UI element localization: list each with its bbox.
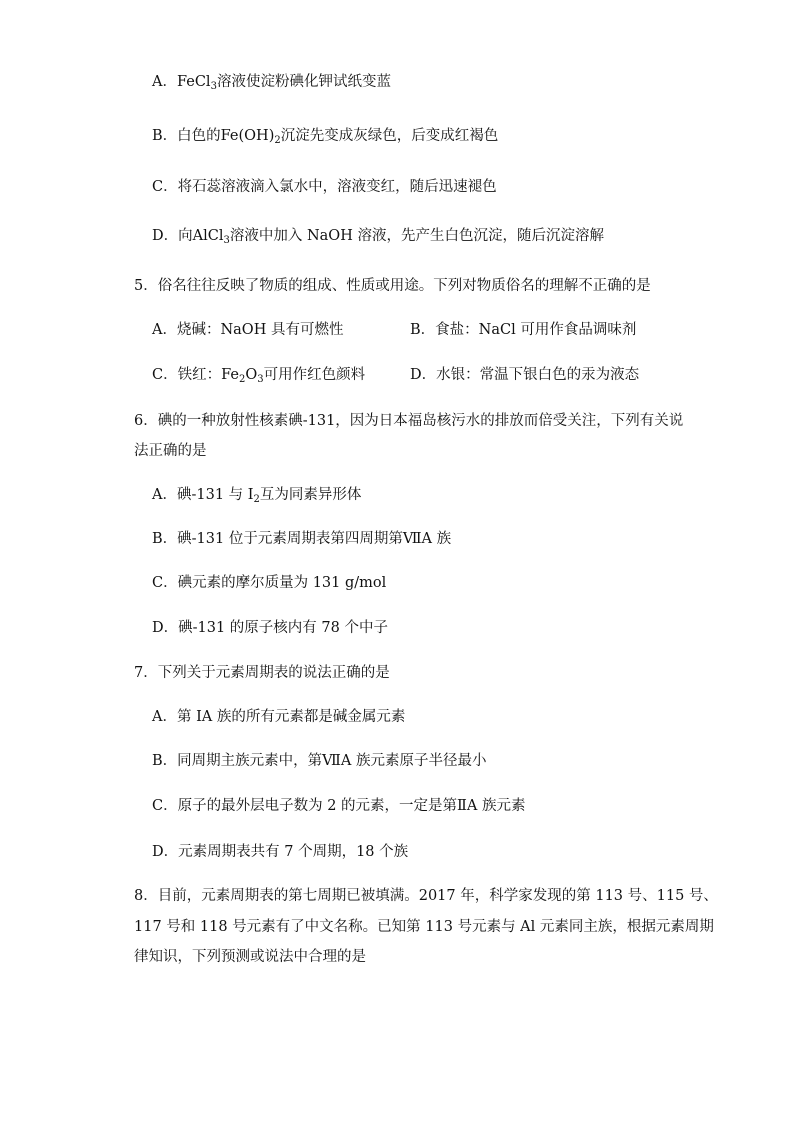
- q6-stem-line-1: 6．碘的一种放射性核素碘-131，因为日本福岛核污水的排放而倍受关注，下列有关说: [134, 413, 684, 429]
- q4-option-b-subscript: 2: [274, 135, 281, 146]
- q5-option-c-prefix: C．铁红：Fe: [152, 367, 239, 383]
- q8-stem-line-2: 117 号和 118 号元素有了中文名称。已知第 113 号元素与 Al 元素同主族，根据元素周期: [134, 919, 714, 935]
- q7-option-a: A．第 IA 族的所有元素都是碱金属元素: [152, 709, 406, 725]
- q7-option-d: D．元素周期表共有 7 个周期，18 个族: [152, 844, 409, 860]
- q5-option-c: [152, 365, 365, 390]
- q5-option-b: B．食盐：NaCl 可用作食品调味剂: [410, 322, 637, 338]
- q5-option-c-formula-mid: O: [245, 367, 258, 383]
- q4-option-d-text: 溶液中加入 NaOH 溶液，先产生白色沉淀，随后沉淀溶解: [229, 228, 604, 244]
- q6-stem-line-2: 法正确的是: [134, 443, 207, 459]
- q5-option-d: D．水银：常温下银白色的汞为液态: [410, 367, 640, 383]
- q6-option-a-subscript: 2: [253, 494, 260, 505]
- q5-stem: 5．俗名往往反映了物质的组成、性质或用途。下列对物质俗名的理解不正确的是: [134, 278, 651, 294]
- q4-option-b-text: 沉淀先变成灰绿色，后变成红褐色: [280, 128, 499, 144]
- q5-option-c-text: 可用作红色颜料: [263, 367, 366, 383]
- q4-option-b: [152, 126, 498, 151]
- q4-option-d-prefix: D．向: [152, 228, 193, 244]
- q8-stem-line-3: 律知识，下列预测或说法中合理的是: [134, 949, 366, 965]
- q4-option-a: [152, 72, 391, 97]
- q5-option-c-subscript-1: 2: [238, 374, 246, 385]
- q5-option-c-subscript-2: 3: [257, 374, 264, 385]
- q7-option-b: B．同周期主族元素中，第ⅦA 族元素原子半径最小: [152, 753, 487, 769]
- q4-option-d-subscript: 3: [223, 235, 230, 246]
- q6-option-a-prefix: A．碘-131 与 I: [152, 487, 254, 503]
- q4-option-d: [152, 226, 604, 251]
- q4-option-b-formula: Fe(OH): [220, 128, 275, 144]
- q4-option-a-formula: FeCl: [176, 74, 211, 90]
- q5-option-a: A．烧碱：NaOH 具有可燃性: [152, 322, 344, 338]
- q6-option-a: [152, 485, 361, 510]
- q4-option-a-prefix: A．: [152, 74, 177, 90]
- q8-stem-line-1: 8．目前，元素周期表的第七周期已被填满。2017 年，科学家发现的第 113 号、115 号、: [134, 888, 718, 904]
- q4-option-a-subscript: 3: [210, 81, 217, 92]
- q4-option-c: C．将石蕊溶液滴入氯水中，溶液变红，随后迅速褪色: [152, 179, 497, 195]
- q6-option-d: D．碘-131 的原子核内有 78 个中子: [152, 620, 388, 636]
- q7-stem: 7．下列关于元素周期表的说法正确的是: [134, 665, 390, 681]
- q4-option-b-prefix: B．白色的: [152, 128, 221, 144]
- q4-option-a-text: 溶液使淀粉碘化钾试纸变蓝: [216, 74, 391, 90]
- q6-option-b: B．碘-131 位于元素周期表第四周期第ⅦA 族: [152, 531, 452, 547]
- q6-option-c: C．碘元素的摩尔质量为 131 g/mol: [152, 575, 387, 591]
- q6-option-a-text: 互为同素异形体: [259, 487, 362, 503]
- q4-option-d-formula: AlCl: [192, 228, 224, 244]
- q7-option-c: C．原子的最外层电子数为 2 的元素，一定是第ⅡA 族元素: [152, 798, 526, 814]
